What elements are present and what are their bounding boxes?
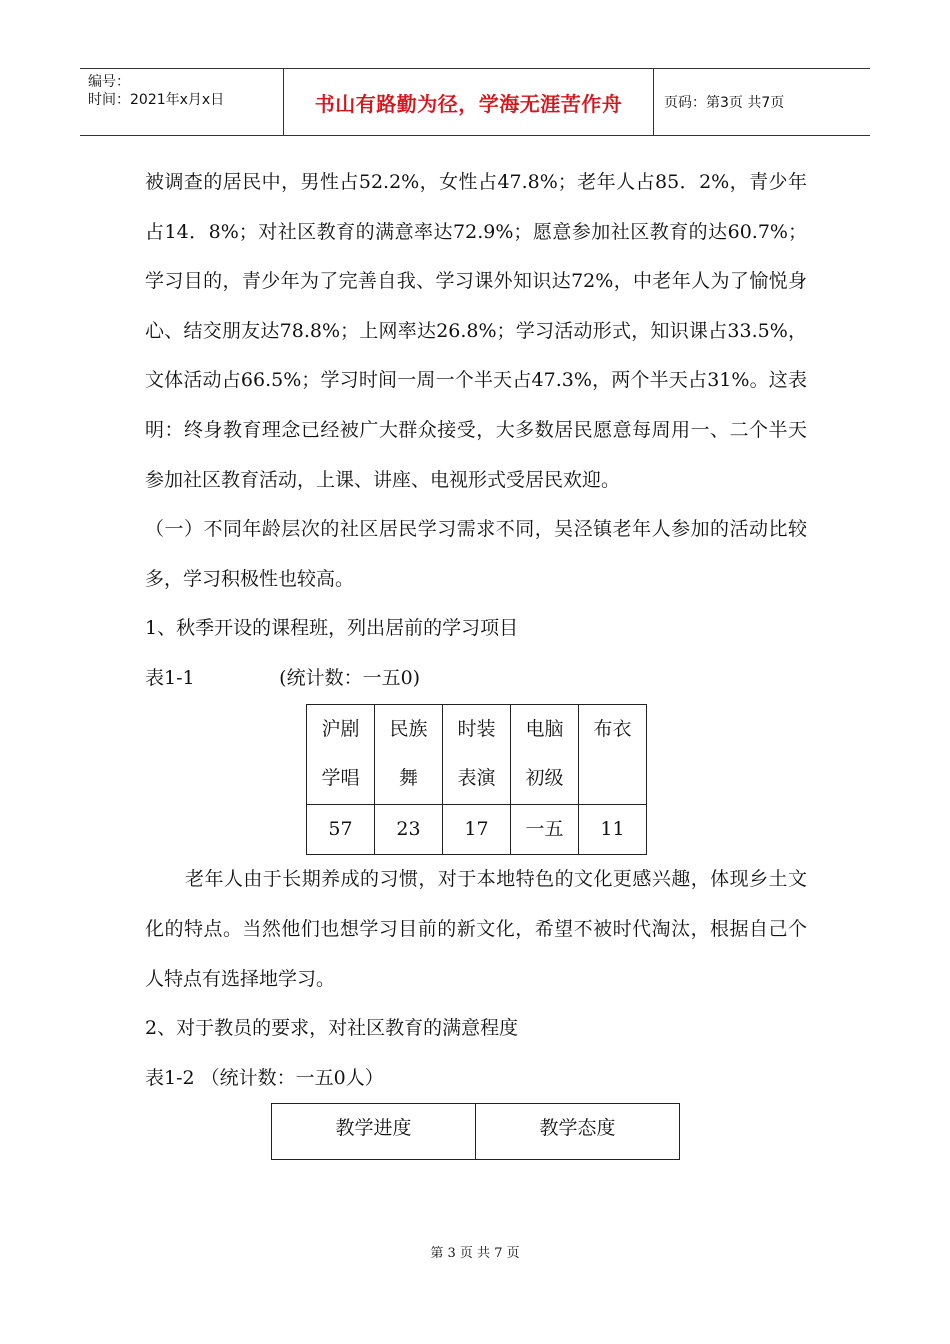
table-row — [307, 804, 647, 855]
page-header — [80, 68, 870, 136]
table1-caption-label: 表1-1 — [145, 666, 195, 689]
page-footer: 第 3 页 共 7 页 — [430, 1246, 520, 1261]
table-header-cell: 时装 表演 — [443, 704, 511, 804]
table-row — [272, 1104, 680, 1160]
table-cell: 57 — [307, 804, 375, 855]
list-item-1: 1、秋季开设的课程班，列出居前的学习项目 — [145, 617, 519, 640]
document-body — [145, 158, 807, 1160]
document-number: 编号： — [88, 74, 130, 90]
satisfaction-table — [271, 1103, 680, 1160]
table-cell: 23 — [375, 804, 443, 855]
course-table — [306, 704, 647, 856]
list-item-2: 2、对于教员的要求，对社区教育的满意程度 — [145, 1017, 519, 1040]
section-heading: （一）不同年龄层次的社区居民学习需求不同，吴泾镇老年人参加的活动比较多，学习积极性也较高。 — [145, 518, 807, 590]
table1-caption — [145, 654, 807, 704]
table-cell: 17 — [443, 804, 511, 855]
table-cell: 一五 — [511, 804, 579, 855]
header-motto: 书山有路勤为径，学海无涯苦作舟 — [284, 69, 654, 135]
table-cell: 11 — [579, 804, 647, 855]
analysis-paragraph: 老年人由于长期养成的习惯，对于本地特色的文化更感兴趣，体现乡土文化的特点。当然他们也想学习目前的新文化，希望不被时代淘汰，根据自己个人特点有选择地学习。 — [145, 868, 807, 990]
header-page-info: 页码：第3页 共7页 — [664, 95, 785, 111]
survey-summary-paragraph: 被调查的居民中，男性占52.2%，女性占47.8%；老年人占85．2%，青少年占14．8%；对社区教育的满意率达72.9%；愿意参加社区教育的达60.7%；学习目的，青少年为了完善自我、学习课外知识达72%，中老年人为了愉悦身心、结交朋友达78.8%；上网率达26.8%；学习活动形式，知识课占33.5%，文体活动占66.5%；学习时间一周一个半天占47.3%，两个半天占31%。这表明：终身教育理念已经被广大群众接受，大多数居民愿意每周用一、二个半天参加社区教育活动，上课、讲座、电视形式受居民欢迎。 — [145, 171, 807, 491]
header-meta — [80, 69, 284, 135]
table-row — [307, 704, 647, 804]
table-header-cell: 电脑 初级 — [511, 704, 579, 804]
table2-caption: 表1-2 （统计数：一五0人） — [145, 1066, 384, 1089]
table-header-cell: 布衣 — [579, 704, 647, 804]
table-header-cell: 教学态度 — [476, 1104, 680, 1160]
table1-caption-note: (统计数：一五0) — [279, 666, 421, 689]
table-header-cell: 沪剧 学唱 — [307, 704, 375, 804]
table-header-cell: 教学进度 — [272, 1104, 476, 1160]
document-date: 时间：2021年x月x日 — [88, 92, 225, 108]
table-header-cell: 民族 舞 — [375, 704, 443, 804]
